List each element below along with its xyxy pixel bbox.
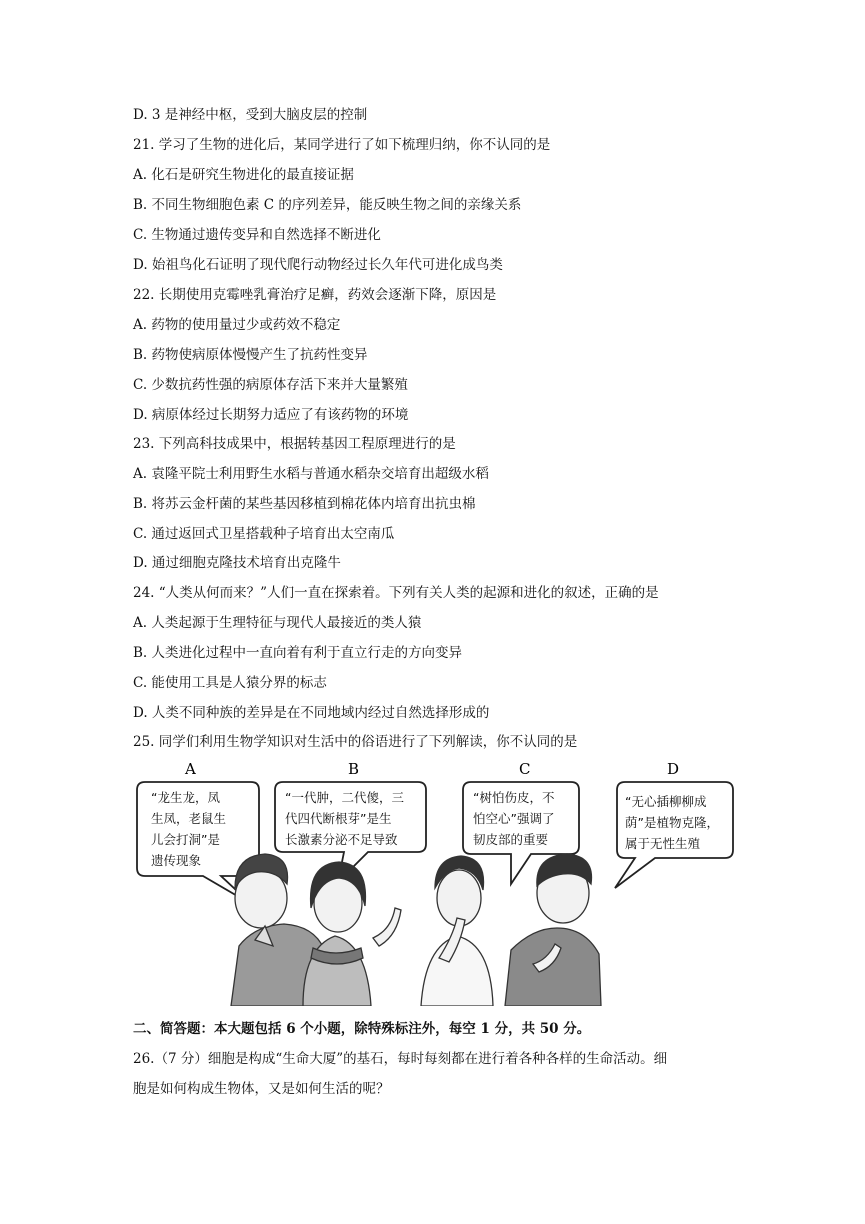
option-d: D. 人类不同种族的差异是在不同地域内经过自然选择形成的 [133,705,490,721]
option-d: D. 通过细胞克隆技术培育出克隆牛 [133,555,341,571]
option-d: D. 始祖鸟化石证明了现代爬行动物经过长久年代可进化成鸟类 [133,257,503,273]
question-22: 22. 长期使用克霉唑乳膏治疗足癣，药效会逐渐下降，原因是 [133,287,497,303]
question-24: 24. “人类从何而来？”人们一直在探索着。下列有关人类的起源和进化的叙述，正确的是 [133,585,659,601]
label-c: C [519,760,531,778]
svg-text:属于无性生殖: 属于无性生殖 [625,836,701,851]
option-b: B. 药物使病原体慢慢产生了抗药性变异 [133,347,368,363]
student-b [303,862,401,1006]
svg-text:长激素分泌不足导致: 长激素分泌不足导致 [285,832,398,847]
option-b: B. 不同生物细胞色素 C 的序列差异，能反映生物之间的亲缘关系 [133,197,522,213]
option-a: A. 人类起源于生理特征与现代人最接近的类人猿 [133,615,422,631]
svg-text:“龙生龙，凤: “龙生龙，凤 [151,790,220,805]
label-d: D [667,760,680,778]
label-b: B [348,760,360,778]
section-heading: 二、简答题：本大题包括 6 个小题，除特殊标注外，每空 1 分，共 50 分。 [133,1021,591,1037]
svg-text:生凤，老鼠生: 生凤，老鼠生 [151,811,227,826]
q25-illustration [133,758,743,1006]
option-a: A. 药物的使用量过少或药效不稳定 [133,317,341,333]
option-c: C. 通过返回式卫星搭载种子培育出太空南瓜 [133,526,395,542]
svg-text:荫”是植物克隆，: 荫”是植物克隆， [625,815,719,830]
option-a: A. 袁隆平院士利用野生水稻与普通水稻杂交培育出超级水稻 [133,466,489,482]
option-a: A. 化石是研究生物进化的最直接证据 [133,167,354,183]
svg-text:韧皮部的重要: 韧皮部的重要 [473,832,549,847]
text-line: D. 3 是神经中枢，受到大脑皮层的控制 [133,107,368,123]
question-21: 21. 学习了生物的进化后，某同学进行了如下梳理归纳，你不认同的是 [133,137,551,153]
svg-text:遗传现象: 遗传现象 [151,853,202,868]
option-b: B. 人类进化过程中一直向着有利于直立行走的方向变异 [133,645,463,661]
svg-text:代四代断根芽”是生: 代四代断根芽”是生 [285,811,392,826]
question-23: 23. 下列高科技成果中，根据转基因工程原理进行的是 [133,436,456,452]
option-c: C. 生物通过遗传变异和自然选择不断进化 [133,227,381,243]
question-26-continued: 胞是如何构成生物体，又是如何生活的呢？ [133,1081,390,1097]
student-d [505,854,601,1006]
question-26: 26.（7 分）细胞是构成“生命大厦”的基石，每时每刻都在进行着各种各样的生命活动。细 [133,1051,668,1067]
svg-text:怕空心”强调了: 怕空心”强调了 [473,811,555,826]
speech-bubble-d [615,782,733,888]
svg-text:“一代肿，二代傻，三: “一代肿，二代傻，三 [285,790,404,805]
student-c [421,856,493,1006]
label-a: A [185,760,196,778]
option-c: C. 能使用工具是人猿分界的标志 [133,675,327,691]
option-c: C. 少数抗药性强的病原体存活下来并大量繁殖 [133,377,408,393]
svg-text:“树怕伤皮，不: “树怕伤皮，不 [473,790,555,805]
svg-text:儿会打洞”是: 儿会打洞”是 [151,832,220,847]
svg-text:“无心插柳柳成: “无心插柳柳成 [625,794,707,809]
question-25: 25. 同学们利用生物学知识对生活中的俗语进行了下列解读，你不认同的是 [133,734,578,750]
option-d: D. 病原体经过长期努力适应了有该药物的环境 [133,407,409,423]
option-b: B. 将苏云金杆菌的某些基因移植到棉花体内培育出抗虫棉 [133,496,476,512]
illustration-svg [133,758,743,1006]
